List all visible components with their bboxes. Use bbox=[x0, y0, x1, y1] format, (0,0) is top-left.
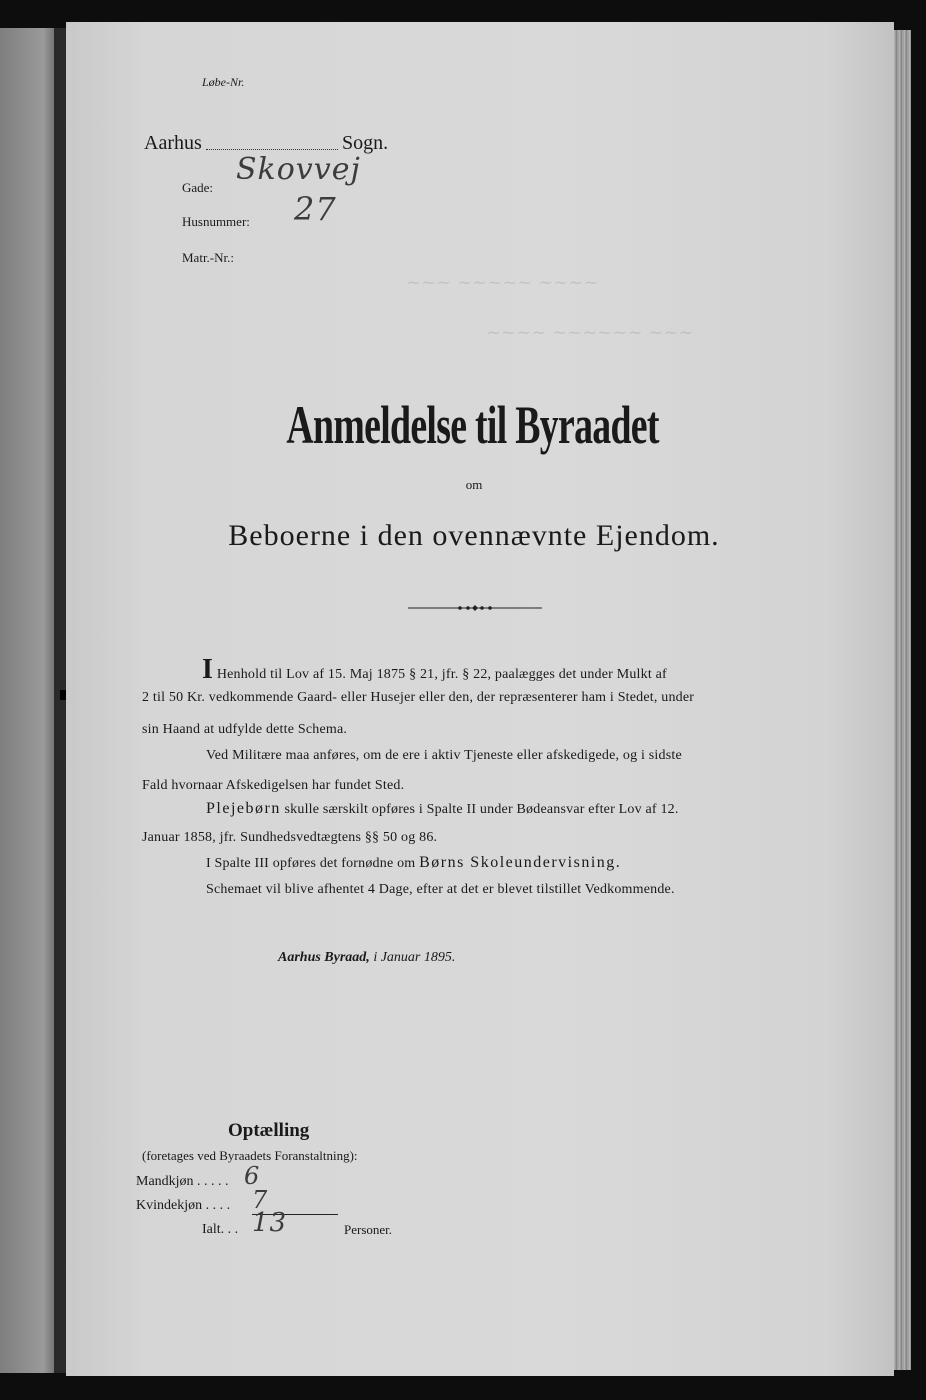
paragraph-3-text: skulle særskilt opføres i Spalte II under Bødeansvar efter Lov af 12. bbox=[284, 802, 679, 817]
signature-line bbox=[278, 950, 455, 966]
parish-label: Sogn. bbox=[342, 132, 389, 154]
count-section-subtitle: (foretages ved Byraadets Foranstaltning): bbox=[142, 1148, 358, 1163]
left-facing-page bbox=[0, 28, 62, 1373]
male-count-value-handwritten: 6 bbox=[244, 1162, 261, 1190]
cadastral-number-label: Matr.-Nr.: bbox=[182, 250, 234, 265]
total-count-value-handwritten: 13 bbox=[252, 1208, 288, 1238]
persons-label: Personer. bbox=[344, 1222, 393, 1237]
count-section-title: Optælling bbox=[228, 1120, 310, 1141]
male-count-label: Mandkjøn . . . . . bbox=[136, 1174, 229, 1189]
house-number-value-handwritten: 27 bbox=[294, 190, 337, 228]
paragraph-1-line-2: 2 til 50 Kr. vedkommende Gaard- eller Husejer eller den, der repræsenterer ham i Stedet, under bbox=[142, 690, 695, 705]
female-count-label: Kvindekjøn . . . . bbox=[136, 1198, 231, 1213]
paragraph-2-line-2: Fald hvornaar Afskedigelsen har fundet Sted. bbox=[142, 778, 405, 793]
drop-cap: I bbox=[202, 654, 214, 685]
street-label: Gade: bbox=[182, 180, 214, 195]
female-count-value-handwritten: 7 bbox=[252, 1186, 269, 1214]
ornament-divider bbox=[408, 605, 542, 611]
paragraph-4-text: I Spalte III opføres det fornødne om bbox=[206, 856, 416, 871]
paragraph-1-line-1 bbox=[202, 656, 667, 684]
paragraph-3-line-1 bbox=[206, 800, 679, 818]
paragraph-5: Schemaet vil blive afhentet 4 Dage, efter at det er blevet tilstillet Vedkommende. bbox=[206, 882, 675, 897]
parish-dotted-line bbox=[206, 149, 338, 150]
bleed-through-mark: ~~~~ ~~~~~~ ~~~ bbox=[486, 322, 694, 343]
foster-children-term: Plejebørn bbox=[206, 800, 281, 817]
paragraph-3-line-2: Januar 1858, jfr. Sundhedsvedtægtens §§ 50 og 86. bbox=[142, 830, 438, 845]
document-page bbox=[66, 22, 894, 1376]
page-stack-edges bbox=[893, 30, 911, 1370]
city-label: Aarhus bbox=[144, 132, 202, 154]
bleed-through-mark: ~~~ ~~~~~ ~~~~ bbox=[406, 272, 599, 293]
title-connector: om bbox=[465, 477, 483, 492]
total-count-label: Ialt. . . bbox=[202, 1222, 239, 1237]
paragraph-1-text: Henhold til Lov af 15. Maj 1875 § 21, jfr. § 22, paalægges det under Mulkt af bbox=[216, 667, 667, 682]
document-subtitle: Beboerne i den ovennævnte Ejendom. bbox=[228, 519, 720, 552]
document-title: Anmeldelse til Byraadet bbox=[286, 395, 659, 455]
paragraph-4 bbox=[206, 854, 621, 872]
paragraph-2-line-1: Ved Militære maa anføres, om de ere i aktiv Tjeneste eller afskedigede, og i sidste bbox=[206, 748, 682, 763]
house-number-label: Husnummer: bbox=[182, 214, 250, 229]
paragraph-1-line-3: sin Haand at udfylde dette Schema. bbox=[142, 722, 348, 737]
school-education-term: Børns Skoleundervisning. bbox=[419, 854, 622, 871]
loebe-nr-label: Løbe-Nr. bbox=[202, 75, 245, 89]
signature-place: Aarhus Byraad, bbox=[278, 950, 370, 965]
street-value-handwritten: Skovvej bbox=[236, 152, 361, 187]
book-gutter bbox=[54, 28, 66, 1373]
signature-date: i Januar 1895. bbox=[373, 950, 456, 965]
